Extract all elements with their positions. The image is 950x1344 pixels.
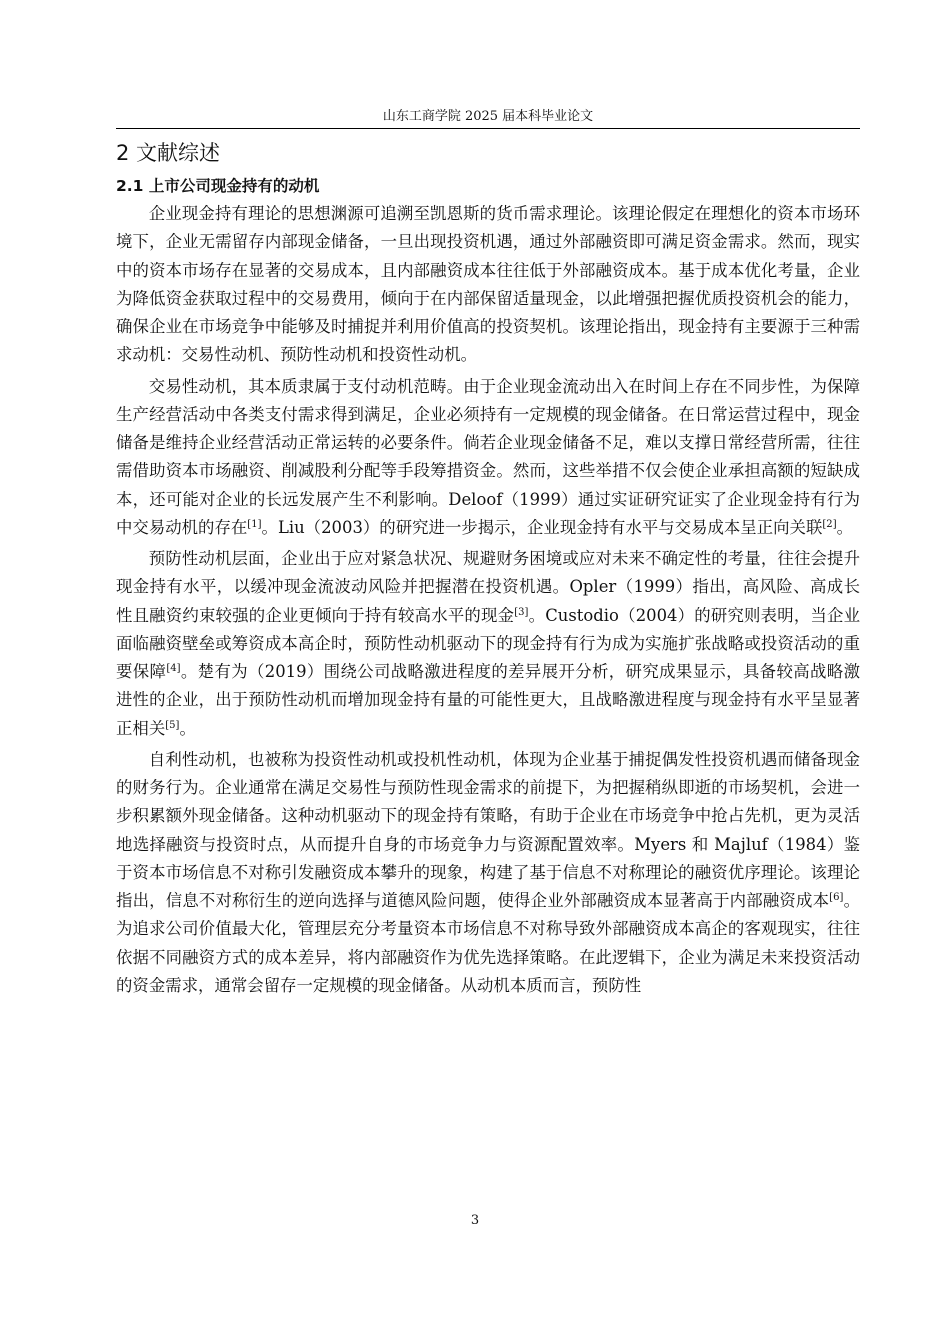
paragraph-text: 。Liu（2003）的研究进一步揭示，企业现金持有水平与交易成本呈正向关联: [261, 517, 823, 537]
paragraph-text: 。: [179, 718, 196, 738]
paragraph-text: 预防性动机层面，企业出于应对紧急状况、规避财务困境或应对未来不确定性的考量，往往会提升现金持有水平，以缓冲现金流波动风险并把握潜在投资机遇。Opler（1999）指出，高风险、高成长性且融资约束较强的企业更倾向于持有较高水平的现金: [116, 549, 860, 625]
running-header: 山东工商学院 2025 届本科毕业论文: [382, 109, 594, 124]
paragraph-text: 企业现金持有理论的思想渊源可追溯至凯恩斯的货币需求理论。该理论假定在理想化的资本市场环境下，企业无需留存内部现金储备，一旦出现投资机遇，通过外部融资即可满足资金需求。然而，现实中的资本市场存在显著的交易成本，且内部融资成本往往低于外部融资成本。基于成本优化考量，企业为降低资金获取过程中的交易费用，倾向于在内部保留适量现金，以此增强把握优质投资机会的能力，确保企业在市场竞争中能够及时捕捉并利用价值高的投资契机。该理论指出，现金持有主要源于三种需求动机：交易性动机、预防性动机和投资性动机。: [116, 204, 860, 365]
header-rule: [116, 128, 860, 129]
paragraph: [116, 200, 860, 370]
paragraph: [116, 746, 860, 1000]
section-heading: 2 文献综述: [116, 141, 221, 165]
citation-ref[interactable]: [4]: [166, 663, 181, 674]
subsection-heading: 2.1 上市公司现金持有的动机: [116, 177, 320, 195]
citation-ref[interactable]: [5]: [165, 719, 180, 731]
paragraph-text: 。楚有为（2019）围绕公司战略激进程度的差异展开分析，研究成果显示，具备较高战略激进性的企业，出于预防性动机而增加现金持有量的可能性更大，且战略激进程度与现金持有水平呈显著正相关: [116, 662, 860, 738]
body-text: [116, 200, 860, 1000]
citation-ref[interactable]: [1]: [247, 518, 262, 530]
citation-ref[interactable]: [2]: [822, 518, 837, 530]
citation-ref[interactable]: [6]: [829, 892, 844, 903]
paragraph-text: 交易性动机，其本质隶属于支付动机范畴。由于企业现金流动出入在时间上存在不同步性，为保障生产经营活动中各类支付需求得到满足，企业必须持有一定规模的现金储备。在日常运营过程中，现金储备是维持企业经营活动正常运转的必要条件。倘若企业现金储备不足，难以支撑日常经营所需，往往需借助资本市场融资、削减股利分配等手段筹措资金。然而，这些举措不仅会使企业承担高额的短缺成本，还可能对企业的长远发展产生不利影响。Deloof（1999）通过实证研究证实了企业现金持有行为中交易动机的存在: [116, 376, 860, 537]
paragraph-text: 。Custodio（2004）的研究则表明，当企业面临融资壁垒或筹资成本高企时，预防性动机驱动下的现金持有行为成为实施扩张战略或投资活动的重要保障: [116, 605, 861, 681]
citation-ref[interactable]: [3]: [514, 606, 529, 618]
paragraph-text: 自利性动机，也被称为投资性动机或投机性动机，体现为企业基于捕捉偶发性投资机遇而储备现金的财务行为。企业通常在满足交易性与预防性现金需求的前提下，为把握稍纵即逝的市场契机，会进一步积累额外现金储备。这种动机驱动下的现金持有策略，有助于企业在市场竞争中抢占先机，更为灵活地选择融资与投资时点，从而提升自身的市场竞争力与资源配置效率。Myers 和 Majluf（1984）鉴于资本市场信息不对称引发融资成本攀升的现象，构建了基于信息不对称理论的融资优序理论。该理论指出，信息不对称衍生的逆向选择与道德风险问题，使得企业外部融资成本显著高于内部融资成本: [116, 749, 860, 910]
paragraph-text: 。: [836, 517, 854, 537]
paragraph: [116, 373, 860, 543]
paragraph: [116, 545, 860, 743]
page-number: 3: [470, 1213, 480, 1228]
paragraph-text: 。为追求公司价值最大化，管理层充分考量资本市场信息不对称导致外部融资成本高企的客观现实，往往依据不同融资方式的成本差异，将内部融资作为优先选择策略。在此逻辑下，企业为满足未来投资活动的资金需求，通常会留存一定规模的现金储备。从动机本质而言，预防性: [116, 891, 860, 995]
